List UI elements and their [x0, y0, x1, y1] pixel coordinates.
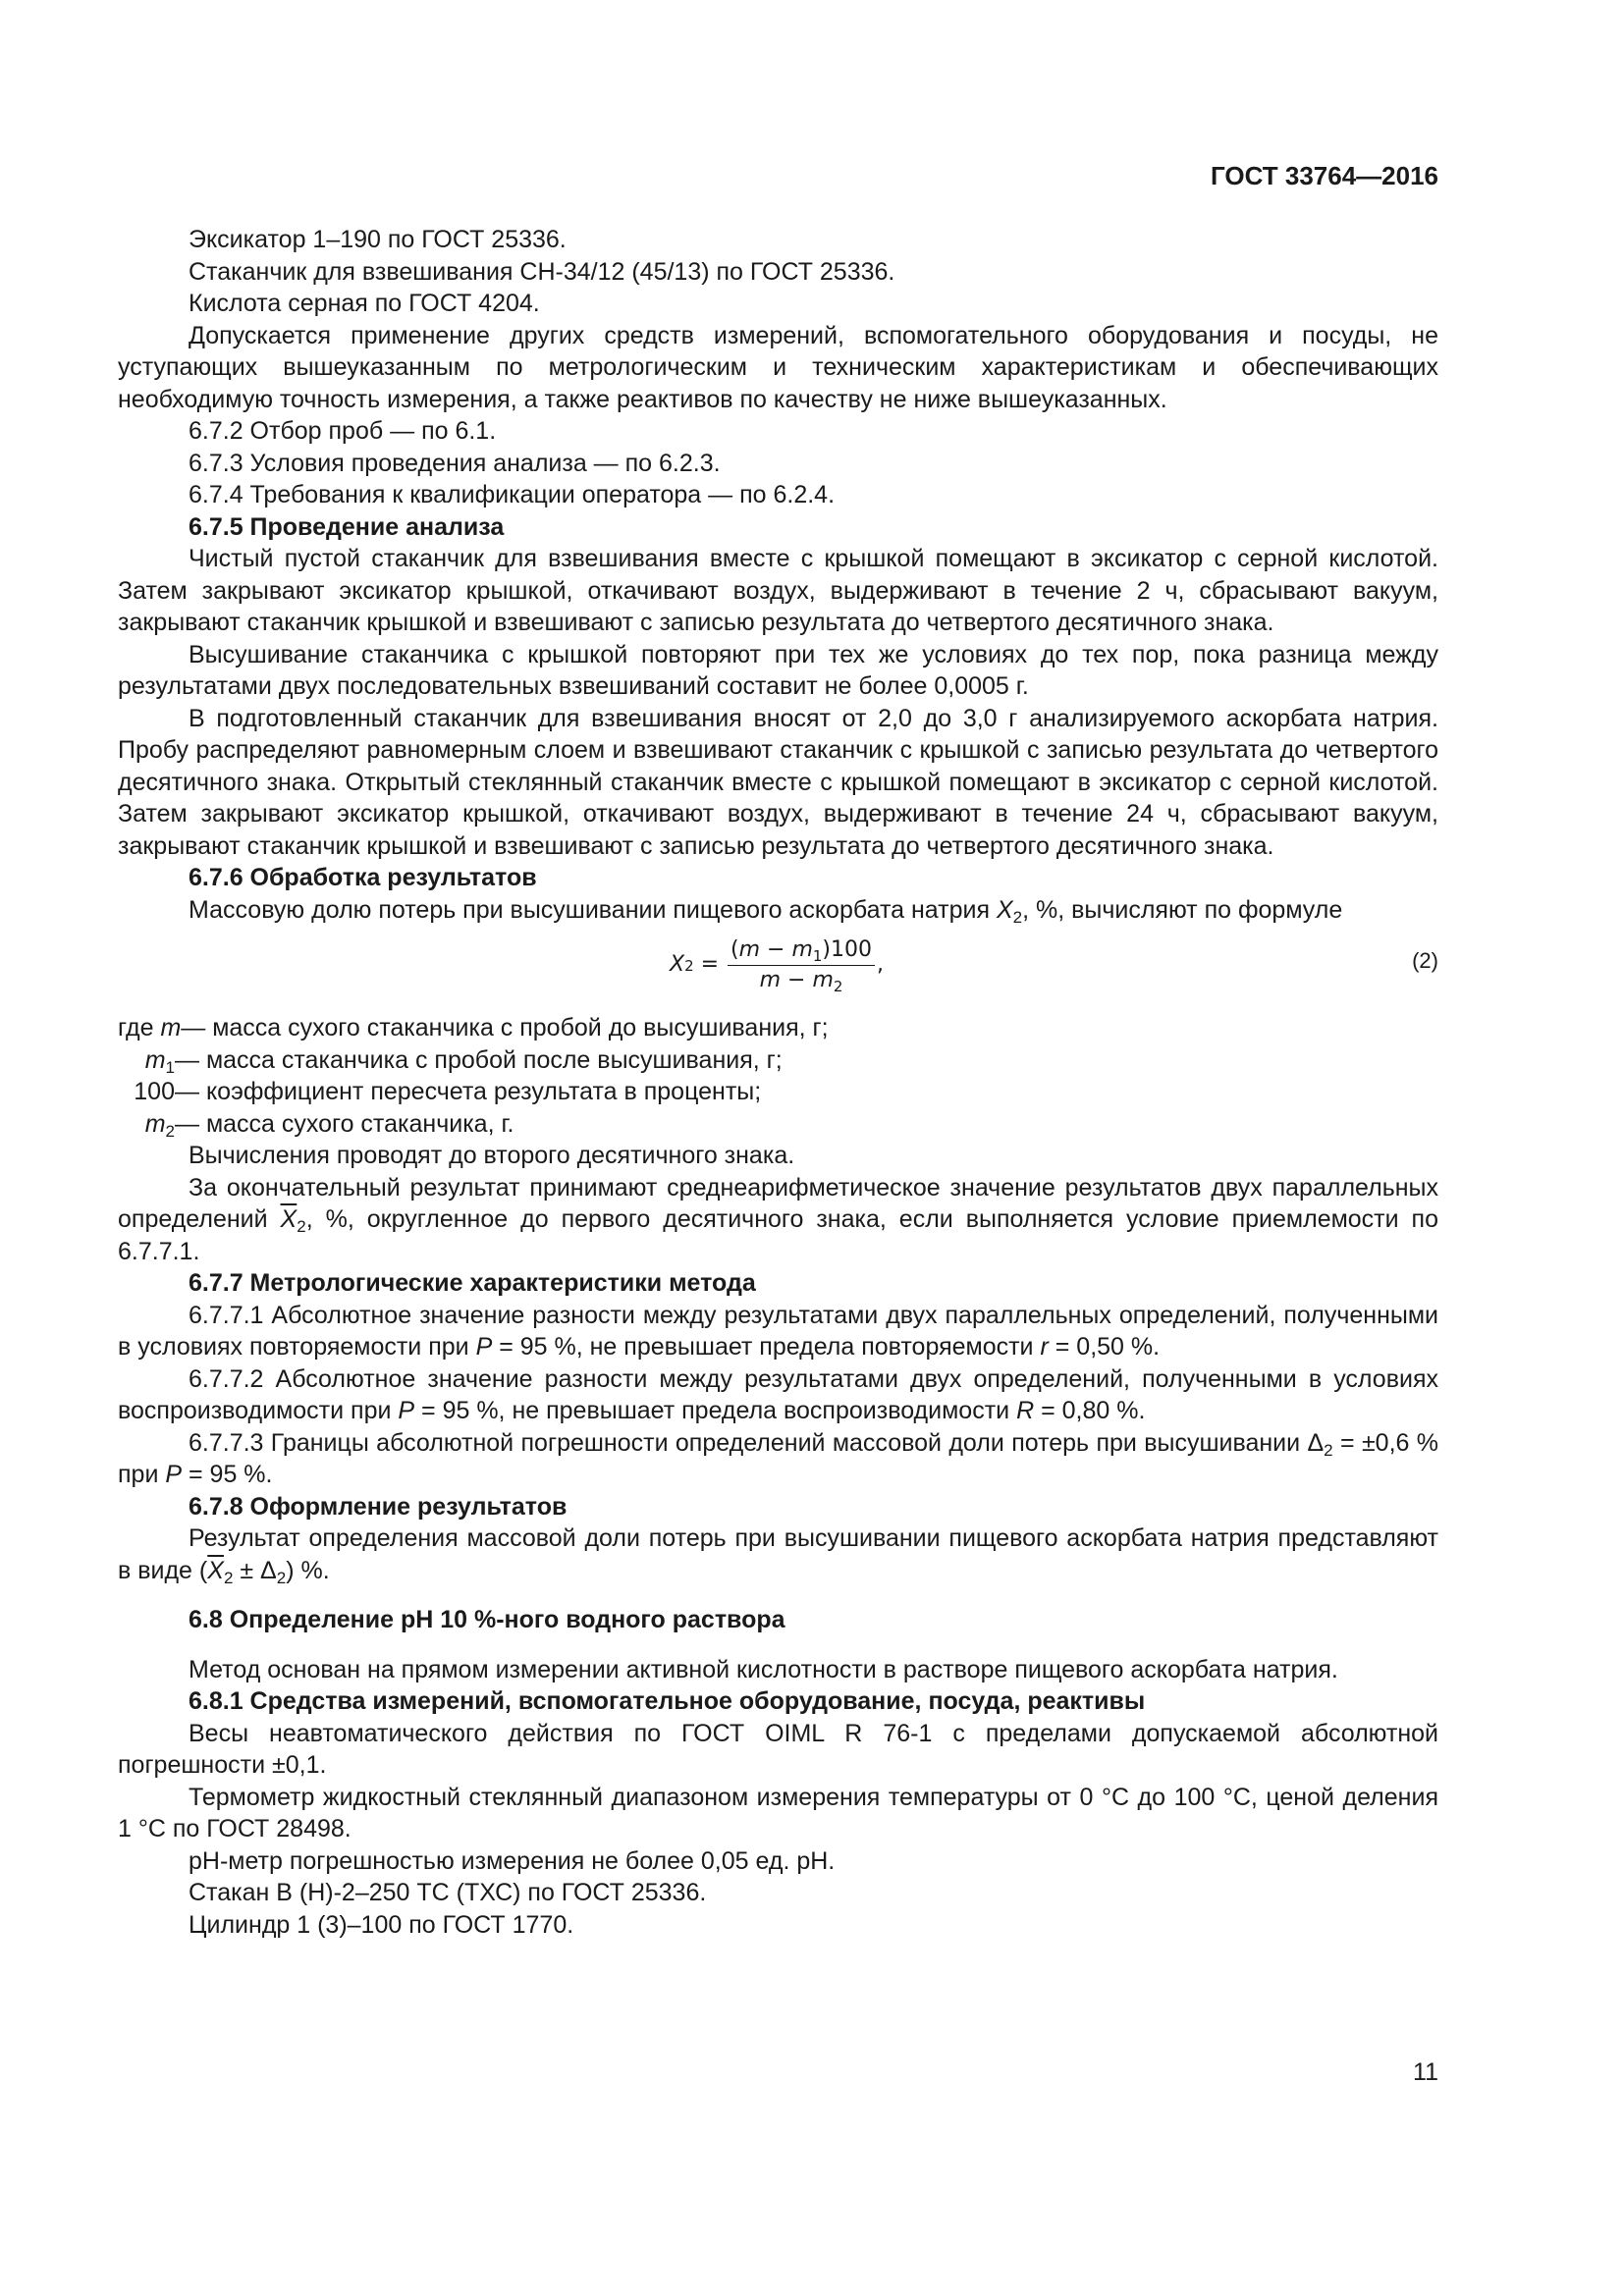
paragraph: Метод основан на прямом измерении активной кислотности в растворе пищевого аскорбата натрия. — [189, 1655, 1338, 1683]
document-code-header: ГОСТ 33764—2016 — [1211, 161, 1438, 190]
equipment-line: Стакан В (Н)-2–250 ТС (ТХС) по ГОСТ 25336. — [189, 1879, 707, 1906]
paragraph: 6.7.7.2 Абсолютное значение разности между результатами двух определений, полученными в условиях воспроизводимости при P = 95 %, не превышает предела воспроизводимости R = 0,80 %. — [118, 1364, 1438, 1424]
definition-row: $m_1$ — масса стаканчика с пробой после высушивания, г; — [144, 1045, 783, 1077]
paragraph: Термометр жидкостный стеклянный диапазоном измерения температуры от 0 °С до 100 °С, ценой деления 1 °С по ГОСТ 28498. — [118, 1783, 1438, 1842]
formula-numerator: $(m - m_1)100$ — [728, 937, 875, 966]
paragraph: Вычисления проводят до второго десятичного знака. — [189, 1142, 795, 1169]
formula-denominator: $m - m_2$ — [759, 968, 843, 995]
paragraph: Весы неавтоматического действия по ГОСТ OIML R 76-1 с пределами допускаемой абсолютной погрешности ±0,1. — [118, 1719, 1438, 1779]
formula-number: (2) — [1412, 948, 1438, 973]
equipment-line: Кислота серная по ГОСТ 4204. — [189, 290, 540, 317]
page-body — [118, 224, 1438, 1941]
equipment-line: Эксикатор 1–190 по ГОСТ 25336. — [189, 226, 567, 253]
section-heading: 6.7.5 Проведение анализа — [189, 512, 505, 541]
section-heading: 6.7.7 Метрологические характеристики метода — [189, 1269, 756, 1297]
formula-fraction — [728, 937, 875, 993]
paragraph: Допускается применение других средств измерений, вспомогательного оборудования и посуды, не уступающих вышеуказанным по метрологическим и техническим характеристикам и обеспечивающих необходимую точность измерения, а также реактивов по качеству не ниже вышеуказанных. — [118, 321, 1438, 413]
formula-block — [118, 926, 1438, 1012]
definition-row: $m_2$ — масса сухого стаканчика, г. — [144, 1109, 514, 1141]
section-heading: 6.8 Определение pH 10 %-ного водного раствора — [189, 1606, 785, 1633]
paragraph: Высушивание стаканчика с крышкой повторяют при тех же условиях до тех пор, пока разница между результатами двух последовательных взвешиваний составит не более 0,0005 г. — [118, 640, 1438, 700]
formula: X 2 = $\frac{(m - m_1)100}{m - m_2}$ , — [670, 937, 884, 995]
paragraph: 6.7.7.3 Границы абсолютной погрешности определений массовой доли потерь при высушивании $\Delta_2 = \pm 0,6$ % при P = 95 %. — [118, 1428, 1439, 1488]
page-number: 11 — [1413, 2058, 1438, 2086]
variable-definitions — [118, 1012, 1438, 1140]
clause-line: 6.7.4 Требования к квалификации оператора — по 6.2.4. — [189, 481, 836, 508]
paragraph: За окончательный результат принимают среднеарифметическое значение результатов двух параллельных определений $\overline{X}_2$, %, округленное до первого десятичного знака, если выполняется условие приемлемости по 6.7.7.1. — [118, 1173, 1438, 1265]
clause-line: 6.7.3 Условия проведения анализа — по 6.2.3. — [189, 449, 721, 477]
section-heading: 6.7.8 Оформление результатов — [189, 1492, 568, 1521]
equipment-line: Стаканчик для взвешивания СН-34/12 (45/13) по ГОСТ 25336. — [189, 257, 895, 286]
paragraph: В подготовленный стаканчик для взвешивания вносят от 2,0 до 3,0 г анализируемого аскорбата натрия. Пробу распределяют равномерным слоем и взвешивают стаканчик с крышкой с записью результата до четвертого десятичного знака. Открытый стеклянный стаканчик вместе с крышкой помещают в эксикатор с серной кислотой. Затем закрывают эксикатор крышкой, откачивают воздух, выдерживают в течение 24 ч, сбрасывают вакуум, закрывают стаканчик крышкой и взвешивают с записью результата до четвертого десятичного знака. — [118, 704, 1438, 860]
equipment-line: Цилиндр 1 (3)–100 по ГОСТ 1770. — [189, 1910, 574, 1939]
paragraph: Результат определения массовой доли потерь при высушивании пищевого аскорбата натрия представляют в виде $(\overline{X}_2 \pm \Delta_2)$ %. — [118, 1524, 1438, 1587]
section-heading: 6.7.6 Обработка результатов — [189, 864, 537, 891]
equipment-line: pH-метр погрешностью измерения не более 0,05 ед. pH. — [189, 1846, 836, 1875]
definition-row: где m — масса сухого стаканчика с пробой до высушивания, г; — [118, 1014, 829, 1041]
paragraph: 6.7.7.1 Абсолютное значение разности между результатами двух параллельных определений, полученными в условиях повторяемости при P = 95 %, не превышает предела повторяемости r = 0,50 %. — [118, 1301, 1438, 1361]
clause-line: 6.7.2 Отбор проб — по 6.1. — [189, 417, 497, 445]
definition-row: 100 — коэффициент пересчета результата в проценты; — [134, 1078, 762, 1105]
section-heading: 6.8.1 Средства измерений, вспомогательное оборудование, посуда, реактивы — [189, 1687, 1146, 1715]
paragraph: Чистый пустой стаканчик для взвешивания вместе с крышкой помещают в эксикатор с серной кислотой. Затем закрывают эксикатор крышкой, откачивают воздух, выдерживают в течение 2 ч, сбрасывают вакуум, закрывают стаканчик крышкой и взвешивают с записью результата до четвертого десятичного знака. — [118, 545, 1438, 636]
paragraph: Массовую долю потерь при высушивании пищевого аскорбата натрия $X_2$, %, вычисляют по формуле — [189, 895, 1343, 927]
